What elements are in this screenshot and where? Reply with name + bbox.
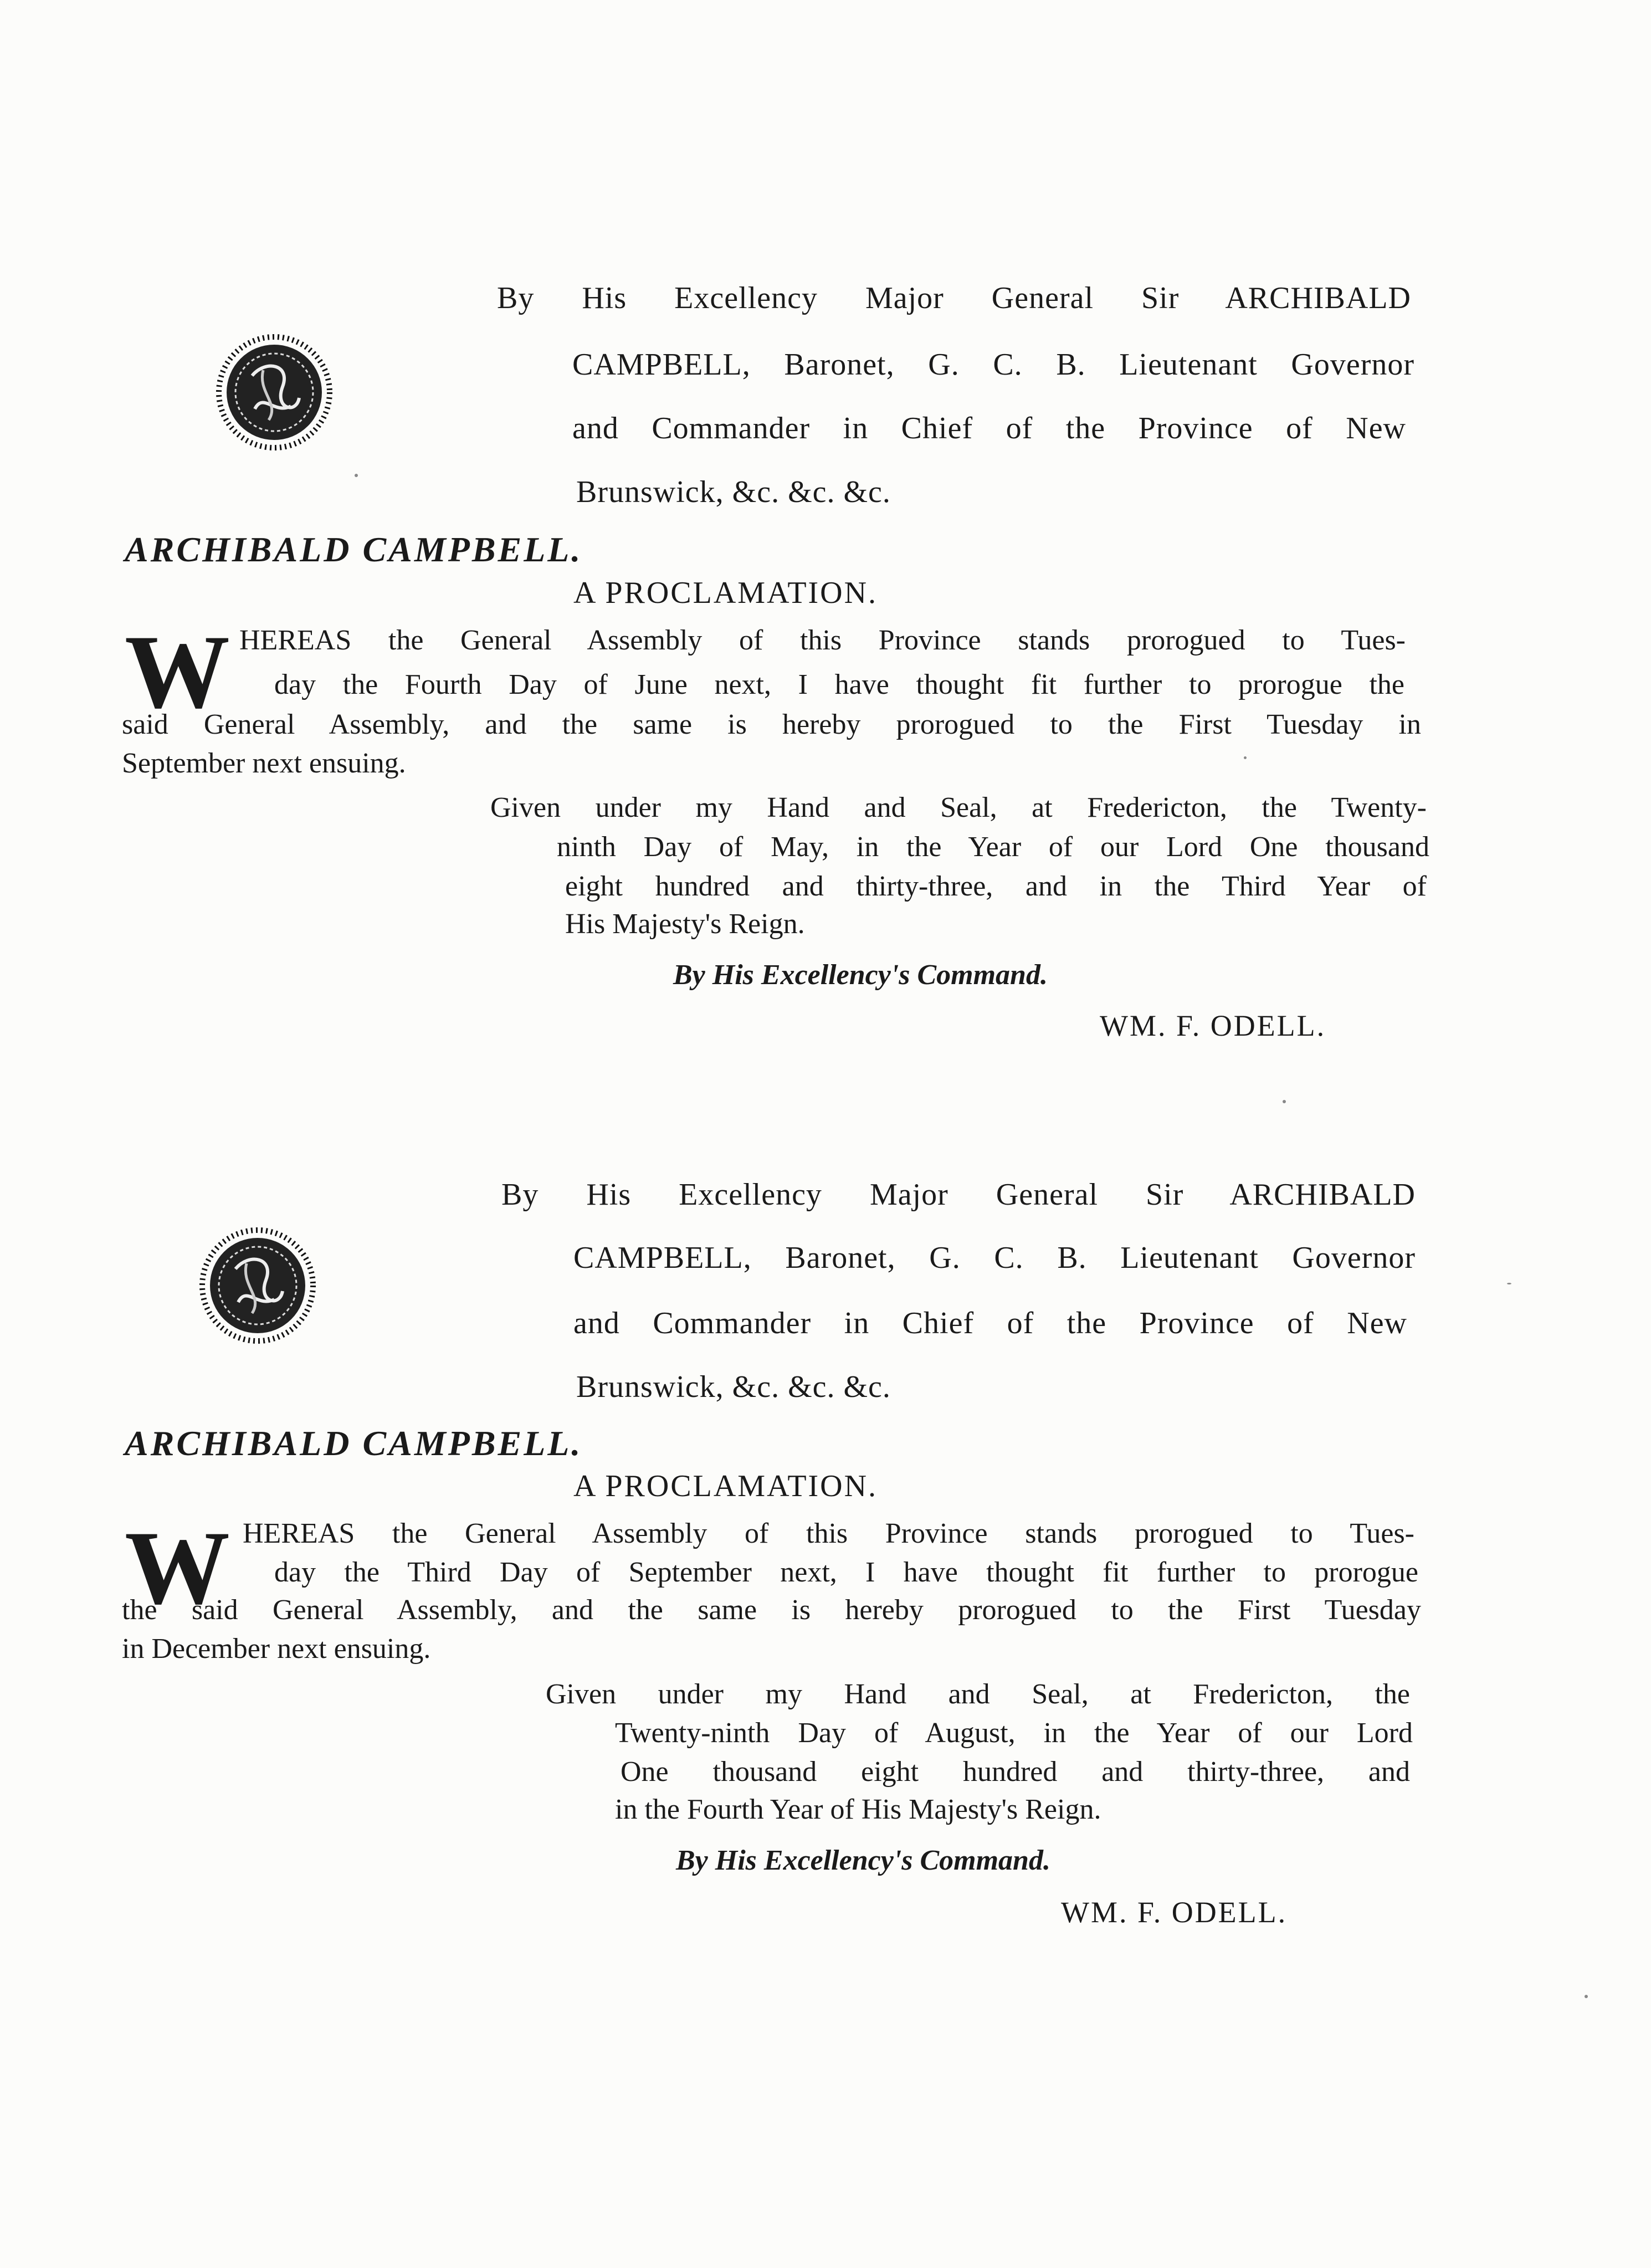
body-line-1: HEREAS the General Assembly of this Province stands prorogued to Tues-	[239, 624, 1406, 656]
body-line-2: day the Fourth Day of June next, I have thought fit further to prorogue the	[274, 669, 1404, 700]
header-line-3: and Commander in Chief of the Province of New	[572, 411, 1406, 446]
given-line-3: One thousand eight hundred and thirty-three, and	[621, 1756, 1410, 1788]
given-line-3: eight hundred and thirty-three, and in the Third Year of	[565, 871, 1427, 902]
header-line-1: By His Excellency Major General Sir ARCHIBALD	[497, 281, 1411, 315]
header-line-4: Brunswick, &c. &c. &c.	[576, 1370, 891, 1404]
paper-speck	[1244, 756, 1247, 759]
body-line-4: September next ensuing.	[122, 748, 406, 779]
seal-icon	[213, 331, 335, 453]
command-line: By His Excellency's Command.	[673, 959, 1048, 991]
body-line-1: HEREAS the General Assembly of this Province stands prorogued to Tues-	[243, 1518, 1414, 1549]
body-line-3: said General Assembly, and the same is hereby prorogued to the First Tuesday in	[122, 709, 1421, 740]
proclamation-title: A PROCLAMATION.	[573, 576, 878, 610]
drop-cap: W	[125, 614, 230, 730]
header-line-1: By His Excellency Major General Sir ARCHIBALD	[501, 1177, 1416, 1212]
header-line-2: CAMPBELL, Baronet, G. C. B. Lieutenant Governor	[572, 347, 1414, 382]
proclamation-title: A PROCLAMATION.	[573, 1469, 878, 1503]
governor-signature: ARCHIBALD CAMPBELL.	[125, 1424, 583, 1463]
given-line-1: Given under my Hand and Seal, at Fredericton, the	[546, 1678, 1410, 1710]
given-line-2: Twenty-ninth Day of August, in the Year of our Lord	[615, 1717, 1413, 1749]
command-line: By His Excellency's Command.	[676, 1845, 1050, 1876]
drop-cap: W	[125, 1510, 230, 1626]
header-line-4: Brunswick, &c. &c. &c.	[576, 475, 891, 509]
seal-icon	[197, 1225, 319, 1347]
header-line-2: CAMPBELL, Baronet, G. C. B. Lieutenant Governor	[573, 1241, 1416, 1275]
paper-speck	[1585, 1995, 1588, 1998]
given-line-4: His Majesty's Reign.	[565, 908, 805, 940]
paper-speck	[1507, 1283, 1511, 1284]
clerk-signature: WM. F. ODELL.	[1100, 1009, 1326, 1042]
header-line-3: and Commander in Chief of the Province of New	[573, 1306, 1407, 1340]
given-line-1: Given under my Hand and Seal, at Fredericton, the Twenty-	[490, 792, 1427, 823]
governor-signature: ARCHIBALD CAMPBELL.	[125, 530, 583, 569]
body-line-3: the said General Assembly, and the same is hereby prorogued to the First Tuesday	[122, 1594, 1421, 1626]
paper-speck	[1283, 1100, 1286, 1103]
body-line-2: day the Third Day of September next, I have thought fit further to prorogue	[274, 1557, 1418, 1588]
given-line-4: in the Fourth Year of His Majesty's Reign.	[615, 1794, 1101, 1825]
given-line-2: ninth Day of May, in the Year of our Lord One thousand	[557, 831, 1429, 863]
body-line-4: in December next ensuing.	[122, 1633, 431, 1665]
clerk-signature: WM. F. ODELL.	[1061, 1896, 1288, 1929]
paper-speck	[355, 474, 358, 477]
